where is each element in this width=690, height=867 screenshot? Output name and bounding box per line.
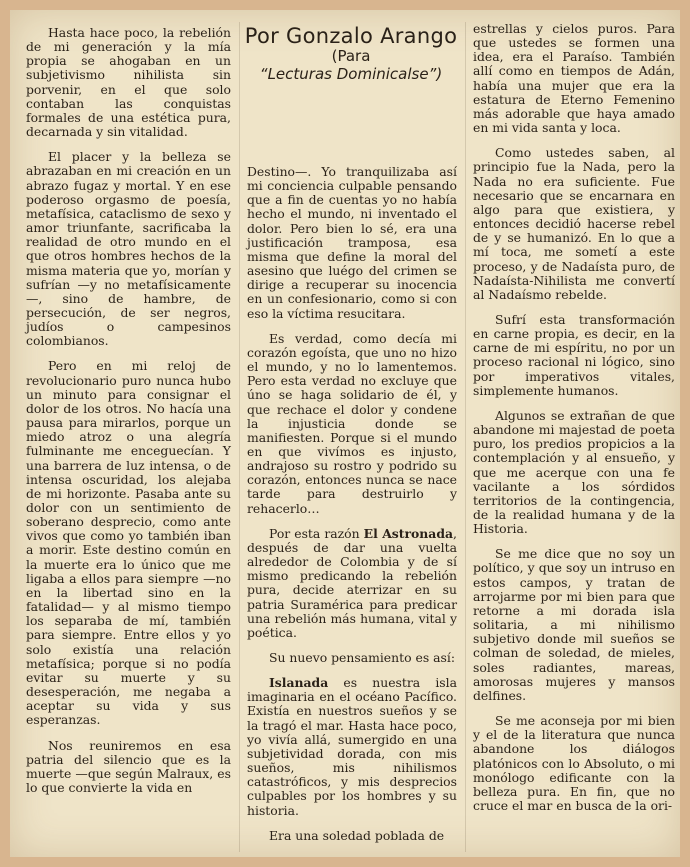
- byline: Por Gonzalo Arango: [244, 24, 458, 48]
- column-1: [26, 26, 231, 806]
- column-divider: [465, 22, 466, 852]
- text-run: , después de dar una vuelta alrededor de Colombia y de sí mismo predicando la rebelión pura, decide aterrizar en su patria Suramérica para predicar una rebelión más humana, vital y poética.: [247, 525, 457, 640]
- paragraph: Era una soledad poblada de: [269, 827, 445, 843]
- paragraph: Pero en mi reloj de revolucionario puro nunca hubo un minuto para consignar el dolor de los otros. No hacía una pausa para mirarlos, porque un miedo atroz o una alegría fulminante me enceguecían. Y una barrera de luz intensa, o de intensa oscuridad, los alejaba de mi horizonte. Pasaba ante su dolor con un sentimiento de soberano desprecio, como ante vivos que como yo también iban a morir. Este destino común en la muerte era lo único que me ligaba a ellos para siempre —no en la libertad sino en la fatalidad— y al mismo tiempo los separaba de mí, también para siempre. Entre ellos y yo solo existía una relación metafísica; porque si no podía evitar su muerte y su desesperación, me negaba a aceptar su vida y sus esperanzas.: [26, 358, 231, 728]
- paragraph: El placer y la belleza se abrazaban en mi creación en un abrazo fugaz y mortal. Y en ese poderoso orgasmo de poesía, metafísica, cataclismo de sexo y amor triunfante, sacrificaba la realidad de otro mundo en el que otros hombres hechos de la misma materia que yo, morían y sufrían —y no metafísicamente—, sino de hambre, de persecución, de ser negros, judíos o campesinos colombianos.: [26, 149, 231, 349]
- newspaper-page: [10, 10, 680, 857]
- paragraph: Algunos se extrañan de que abandone mi majestad de poeta puro, los predios propicios a la contemplación y al ensueño, y que me acerque con una fe vacilante a los sórdidos territorios de la contingencia, de la realidad humana y de la Historia.: [473, 407, 675, 537]
- column-divider: [239, 22, 240, 852]
- paragraph: Destino—. Yo tranquilizaba así mi conciencia culpable pensando que a fin de cuentas yo no había hecho el mundo, ni inventado el dolor. Pero bien lo sé, era una justificación tramposa, esa misma que define la moral del asesino que luégo del crimen se dirige a recuperar su inocencia en un confesionario, como si con eso la víctima resucitara.: [247, 164, 457, 321]
- text-run: Por esta razón: [269, 525, 364, 541]
- paragraph: Se me dice que no soy un político, y que soy un intruso en estos campos, y tratan de arrojarme por mi bien para que retorne a mi dorada isla solitaria, a mi nihilismo subjetivo donde mil sueños se colman de soledad, de mieles, soles radiantes, mareas, amorosas mujeres y mansos delfines.: [473, 546, 675, 703]
- paragraph: Como ustedes saben, al principio fue la Nada, pero la Nada no era suficiente. Fue necesario que se encarnara en algo para que existiera, y entonces decidió hacerse rebel de y se humanizó. En lo que a mí toca, me sometí a este proceso, y de Nadaísta puro, de Nadaísta-Nihilista me convertí al Nadaísmo rebelde.: [473, 145, 675, 302]
- paragraph: estrellas y cielos puros. Para que ustedes se formen una idea, era el Paraíso. También allí como en tiempos de Adán, había una mujer que era la estatura de Eterno Femenino más adorable que haya amado en mi vida santa y loca.: [473, 21, 675, 136]
- paragraph: Hasta hace poco, la rebelión de mi generación y la mía propia se ahogaban en un subjetivismo nihilista sin porvenir, en el que solo contaban las conquistas formales de una estética pura, decarnada y sin vitalidad.: [26, 25, 231, 140]
- byline-subtitle-publication: “Lecturas Dominicalse”): [259, 65, 443, 83]
- text-run: es nuestra isla imaginaria en el océano Pacífico. Existía en nuestros sueños y se la tragó el mar. Hasta hace poco, yo vivía allá, sumergido en una subjetividad dorada, con mis sueños, mis nihilismos catastróficos, y mis desprecios culpables por los hombres y su historia.: [247, 675, 457, 818]
- article-header: [240, 24, 462, 83]
- paragraph: [247, 676, 457, 818]
- column-2: [247, 165, 457, 854]
- paragraph: Su nuevo pensamiento es así:: [269, 650, 456, 665]
- paragraph: Sufrí esta transformación en carne propia, es decir, en la carne de mi espíritu, no por un proceso racional ni lógico, sino por imperativos vitales, simplemente humanos.: [473, 311, 675, 398]
- astronada-term: El Astronada: [363, 525, 454, 541]
- islanada-term: Islanada: [269, 675, 329, 691]
- paragraph: Se me aconseja por mi bien y el de la literatura que nunca abandone los diálogos platónicos con lo Absoluto, o mi monólogo edificante con la belleza pura. En fin, que no cruce el mar en busca de la ori-: [473, 713, 675, 813]
- paragraph: [247, 527, 457, 640]
- paragraph: Es verdad, como decía mi corazón egoísta, que uno no hizo el mundo, y no lo lamentemos. Pero esta verdad no excluye que úno se haga solidario de él, y que rechace el dolor y condene la injusticia donde se manifiesten. Porque si el mundo en que vivímos es injusto, andrajoso su rostro y podrido su corazón, entonces nunca se nace tarde para destruirlo y rehacerlo…: [247, 330, 457, 516]
- byline-subtitle: (Para: [331, 47, 371, 65]
- paragraph: Nos reuniremos en esa patria del silencio que es la muerte —que según Malraux, es lo que convierte la vida en: [26, 737, 231, 795]
- column-3: [473, 22, 675, 824]
